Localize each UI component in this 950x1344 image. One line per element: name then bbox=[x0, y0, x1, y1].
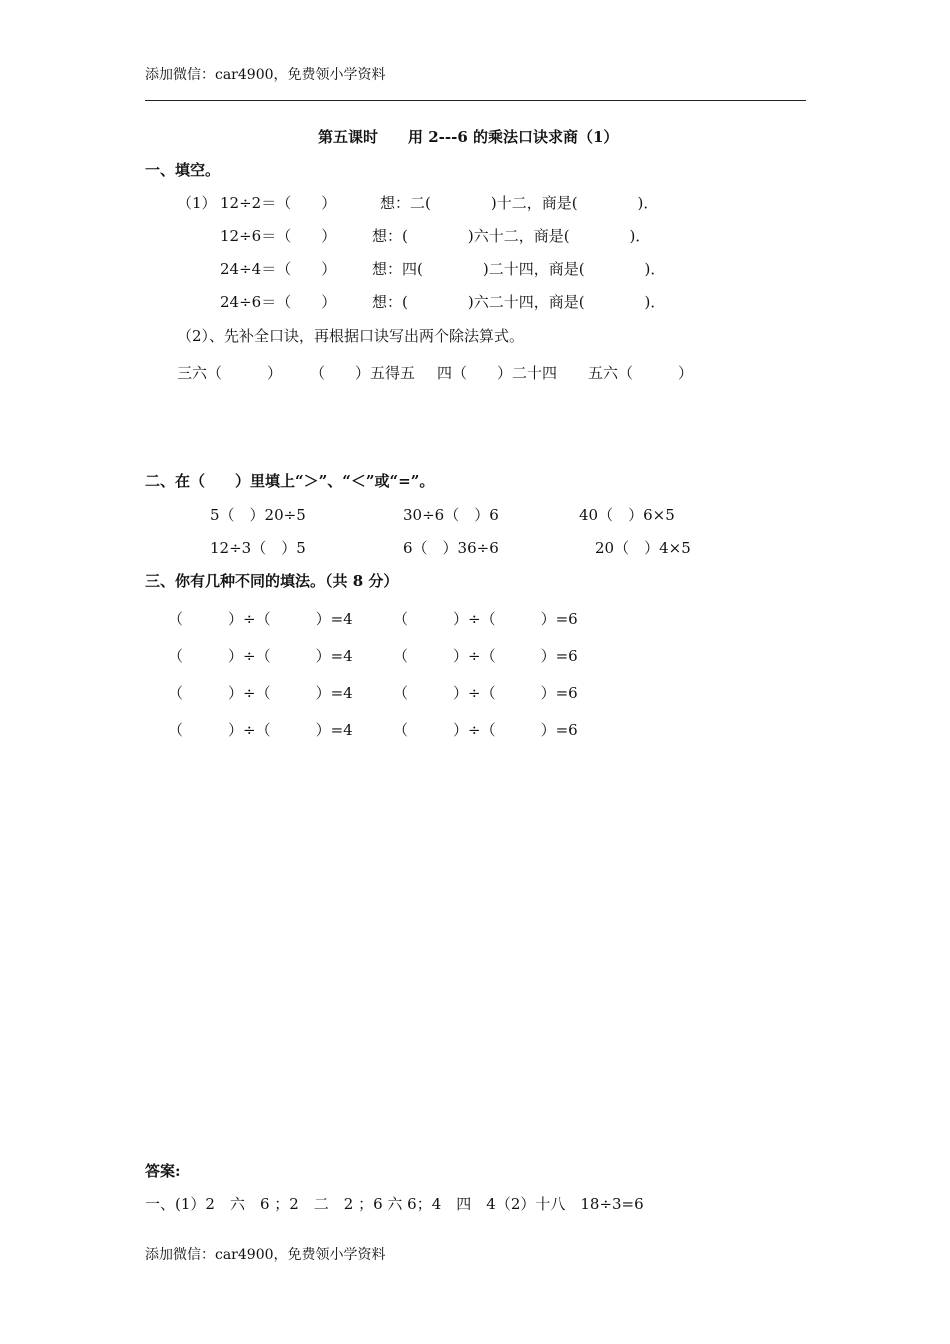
mnemonic-3: 四（ ）二十四 bbox=[437, 364, 558, 382]
divide-to-4-row-3: （ ）÷（ ）=4 bbox=[168, 684, 353, 702]
divide-to-6-row-3: （ ）÷（ ）=6 bbox=[393, 684, 578, 702]
divide-to-4-row-2: （ ）÷（ ）=4 bbox=[168, 647, 353, 665]
section2-heading: 二、在（ ）里填上“＞”、“＜”或“=”。 bbox=[145, 472, 435, 490]
part1-label: （1） bbox=[177, 194, 217, 212]
divide-to-4-row-1: （ ）÷（ ）=4 bbox=[168, 610, 353, 628]
think-2: 想：( )六十二，商是( )． bbox=[372, 227, 651, 245]
equation-3: 24÷4＝（ ） bbox=[220, 260, 337, 278]
section1-heading: 一、填空。 bbox=[145, 161, 221, 179]
think-1: 想：二( )十二，商是( )． bbox=[380, 194, 659, 212]
compare-2: 30÷6（ ）6 bbox=[403, 506, 499, 524]
equation-4: 24÷6＝（ ） bbox=[220, 293, 337, 311]
answers-heading: 答案: bbox=[145, 1162, 181, 1180]
compare-4: 12÷3（ ）5 bbox=[210, 539, 306, 557]
mnemonic-1: 三六（ ） bbox=[177, 364, 283, 382]
section3-heading: 三、你有几种不同的填法。（共 8 分） bbox=[145, 572, 399, 590]
think-3: 想：四( )二十四，商是( )． bbox=[372, 260, 666, 278]
header-text: 添加微信：car4900，免费领小学资料 bbox=[145, 67, 386, 83]
divide-to-6-row-4: （ ）÷（ ）=6 bbox=[393, 721, 578, 739]
footer-text: 添加微信：car4900，免费领小学资料 bbox=[145, 1247, 386, 1263]
compare-3: 40（ ）6×5 bbox=[579, 506, 675, 524]
mnemonic-4: 五六（ ） bbox=[588, 364, 694, 382]
compare-1: 5（ ）20÷5 bbox=[210, 506, 306, 524]
divide-to-6-row-1: （ ）÷（ ）=6 bbox=[393, 610, 578, 628]
divide-to-6-row-2: （ ）÷（ ）=6 bbox=[393, 647, 578, 665]
mnemonic-2: （ ）五得五 bbox=[310, 364, 416, 382]
lesson-title: 用 2---6 的乘法口诀求商（1） bbox=[408, 128, 619, 146]
header-rule bbox=[145, 100, 806, 101]
equation-1: 12÷2＝（ ） bbox=[220, 194, 337, 212]
answers-text: 一、(1）2 六 6 ；2 二 2 ；6 六 6；4 四 4（2）十八 18÷3=6 bbox=[145, 1195, 644, 1213]
equation-2: 12÷6＝（ ） bbox=[220, 227, 337, 245]
part2-instruction: （2）、先补全口诀，再根据口诀写出两个除法算式。 bbox=[177, 327, 525, 345]
lesson-number: 第五课时 bbox=[318, 128, 379, 146]
compare-5: 6（ ）36÷6 bbox=[403, 539, 499, 557]
think-4: 想：( )六二十四，商是( )． bbox=[372, 293, 666, 311]
compare-6: 20（ ）4×5 bbox=[595, 539, 691, 557]
divide-to-4-row-4: （ ）÷（ ）=4 bbox=[168, 721, 353, 739]
